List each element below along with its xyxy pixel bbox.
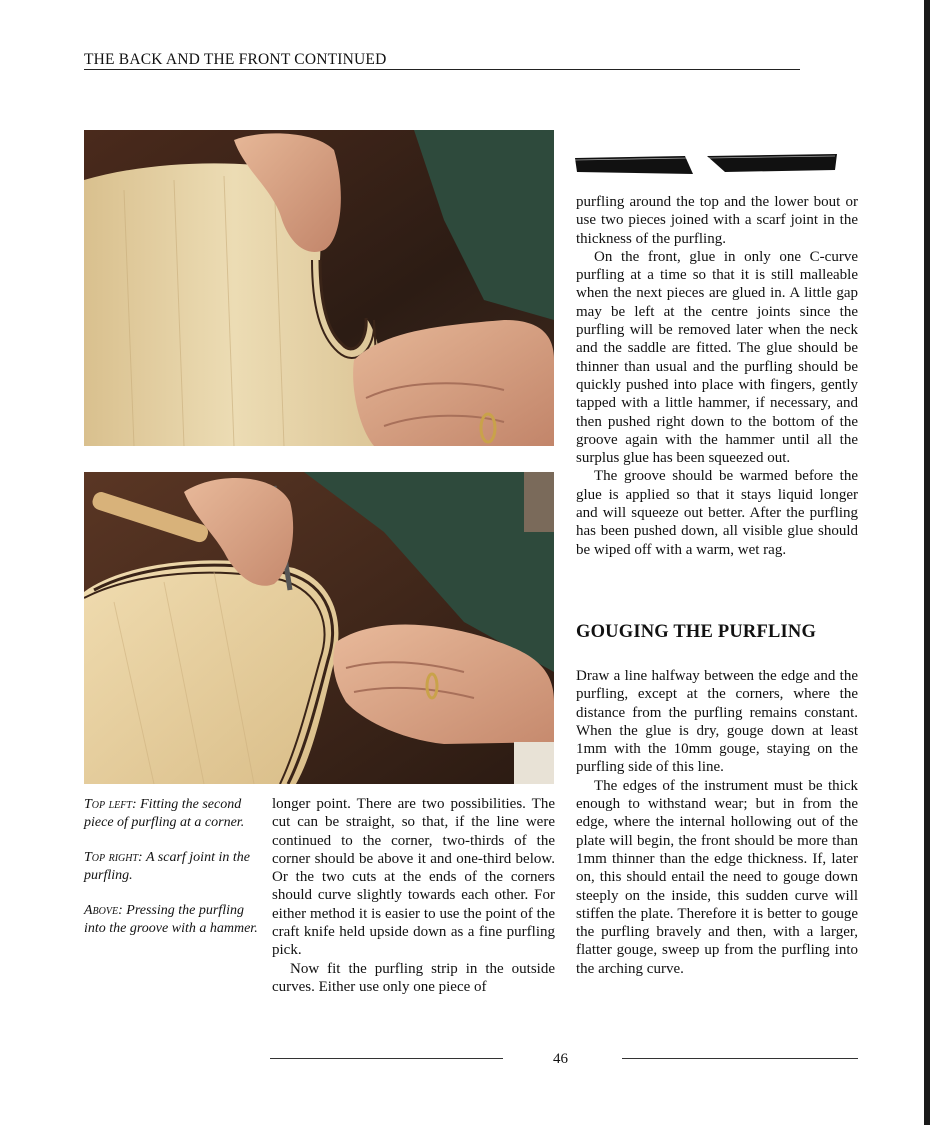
paragraph: Draw a line halfway between the edge and the purfling, except at the corners, where the distance from the purfling remains constant. When the glue is dry, gouge down at least 1mm with the 10mm gouge, staying on the purfling side of this line.: [576, 668, 858, 776]
paragraph: The groove should be warmed before the glue is applied so that it stays liquid longer and will squeeze out better. After the purfling has been pushed down, all visible glue should be wiped off with a warm, wet rag.: [576, 468, 858, 558]
section-heading: GOUGING THE PURFLING: [576, 622, 817, 642]
photo-fitting-purfling-corner: [84, 130, 554, 446]
paragraph: longer point. There are two possibilities. The cut can be straight, so that, if the line were continued to the corner, two-thirds of the corner should be above it and one-third below. Or the two cuts at the ends of the corners should curve slightly towards each other. For either method it is easier to use the point of the craft knife held upside down as a fine purfling pick.: [272, 796, 555, 959]
caption-above: Above: Pressing the purfling into the groove with a hammer.: [84, 903, 258, 936]
right-column-bottom: [576, 667, 858, 978]
header-rule: [84, 69, 800, 70]
running-head: THE BACK AND THE FRONT CONTINUED: [84, 51, 387, 68]
footer-rule-right: [622, 1058, 858, 1059]
caption-top-right: Top right: A scarf joint in the purfling.: [84, 850, 250, 883]
middle-column: [272, 795, 555, 996]
paragraph: Now fit the purfling strip in the outside curves. Either use only one piece of: [272, 960, 555, 995]
scarf-joint-illustration: [575, 148, 840, 176]
footer-rule-left: [270, 1058, 503, 1059]
photo-captions: [84, 796, 259, 955]
page-edge-bar: [924, 0, 930, 1125]
paragraph: On the front, glue in only one C-curve purfling at a time so that it is still malleable when the next pieces are glued in. A little gap may be left at the centre joints since the purfling will be removed later when the neck and the saddle are fitted. The glue should be thinner than usual and the purfling should be quickly pushed into place with fingers, gently tapped with a little hammer, if necessary, and then pushed right down to the bottom of the groove again with the hammer until all the surplus glue has been squeezed out.: [576, 248, 858, 467]
paragraph: purfling around the top and the lower bout or use two pieces joined with a scarf joint in the thickness of the purfling.: [576, 194, 858, 247]
page-number: 46: [553, 1051, 568, 1067]
right-column-top: [576, 193, 858, 559]
photo-pressing-purfling-hammer: [84, 472, 554, 784]
caption-top-left: Top left: Fitting the second piece of purfling at a corner.: [84, 797, 245, 830]
paragraph: The edges of the instrument must be thick enough to withstand wear; but in from the edge, where the internal hollowing out of the plate will begin, the front should be more than 1mm thinner than the edge thickness. If, later on, this should entail the need to gouge down steeply on the inside, this sudden curve will stiffen the plate. Therefore it is better to gouge the purfling bravely and then, with a larger, flatter gouge, sweep up from the purfling into the arching curve.: [576, 777, 858, 977]
